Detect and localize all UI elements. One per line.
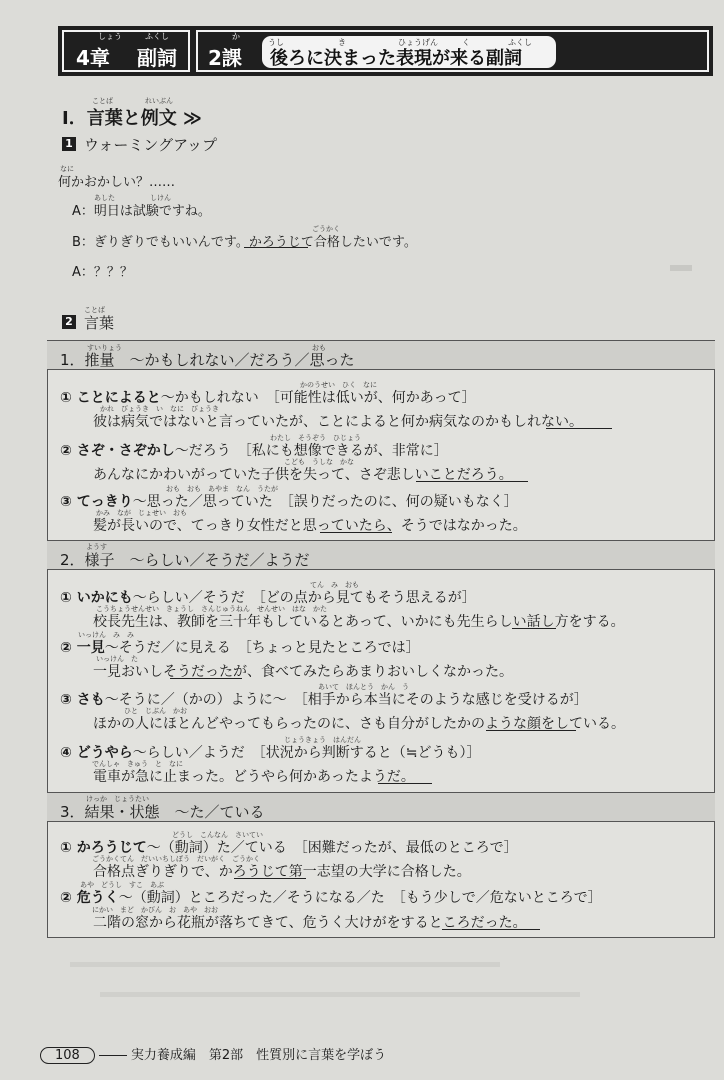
category-ruby: おも [312,344,326,352]
example-heading: ③ さも～そうに／（かの）ように～ ［相手から本当にそのような感じを受けるが］ [60,692,588,708]
example-ruby: こども うしな かな [284,458,354,466]
example-ruby: おも おも あやま なん うたが [166,485,278,493]
dialog-ruby: ごうかく [312,225,340,233]
example-heading: ① ことによると～かもしれない ［可能性は低いが、何かあって］ [60,390,476,406]
ruby-ka: か [232,32,240,41]
example-heading: ② さぞ・さぞかし～だろう ［私にも想像できるが、非常に］ [60,443,448,459]
footer-text: 実力養成編 第2部 性質別に言葉を学ぼう [130,1048,387,1063]
section-title: Ⅰ．言葉と例文 ≫ [62,108,202,129]
example-heading: ① かろうじて～（動詞）た／ている ［困難だったが、最低のところで］ [60,840,518,856]
dialog-line: B：ぎりぎりでもいいんです。かろうじて合格したいです。 [72,235,417,250]
underline [416,481,528,482]
page-number: 108 [40,1047,95,1064]
example-ruby: にかい まど かびん お あや おお [92,906,218,914]
underline [234,878,306,879]
example-ruby: かれ びょうき い なに びょうき [100,405,219,413]
underline [170,678,242,679]
ruby-fukushi: ふくし [145,32,169,41]
example-ruby: ごうかくてん だいいちしぼう だいがく ごうかく [92,855,260,863]
example-ruby: かのうせい ひく なに [300,381,377,389]
underline [244,247,308,248]
ruby-shou: しょう [98,32,122,41]
category-ruby: すいりょう [87,344,122,352]
example-ruby: ひと じぶん かお [124,707,187,715]
example-heading: ④ どうやら～らしい／ようだ ［状況から判断すると（≒どうも）］ [60,745,481,761]
example-ruby: じょうきょう はんだん [284,736,361,744]
example-sentence: ほかの人にほとんどやってもらったのに、さも自分がしたかのような顔をしている。 [93,716,625,732]
bleed-mark [670,265,692,271]
example-sentence: 彼は病気ではないと言っていたが、ことによると何か病気なのかもしれない。 [93,414,583,430]
underline [512,628,556,629]
lesson-title: 後ろに決まった表現が来る副詞 [270,48,522,69]
example-sentence: 校長先生は、教師を三十年もしているとあって、いかにも先生らしい話し方をする。 [93,614,625,630]
example-ruby: てん み おも [310,581,359,589]
example-ruby: でんしゃ きゅう と なに [92,760,183,768]
ruby-ki: き [338,38,346,47]
example-heading: ③ てっきり～思った／思っていた ［誤りだったのに、何の疑いもなく］ [60,494,518,510]
dialog-ruby: しけん [150,194,171,202]
example-sentence: 合格点ぎりぎりで、かろうじて第一志望の大学に合格した。 [93,864,471,880]
underline [442,929,540,930]
example-sentence: あんなにかわいがっていた子供を失って、さぞ悲しいことだろう。 [93,467,513,483]
section-number-badge: 1 [62,137,76,151]
category-title: 3．結果・状態 ～た／ている [60,803,265,821]
example-sentence: 二階の窓から花瓶が落ちてきて、危うく大けがをするところだった。 [93,915,527,931]
dialog-line: A：？？？ [72,265,133,280]
page-footer [40,1044,386,1064]
example-heading: ② 危うく～（動詞）ところだった／そうになる／た ［もう少しで／危ないところで］ [60,890,602,906]
ruby-reibun: れいぶん [145,97,173,105]
warmup-question: 何かおかしい？…… [58,175,176,190]
example-sentence: 一見おいしそうだったが、食べてみたらあまりおいしくなかった。 [93,664,513,680]
chapter-title: 副詞 [137,46,177,70]
lesson-number: 2課 [208,46,242,70]
bleed-mark [100,992,580,997]
ruby-kotoba: ことば [84,306,105,314]
example-heading: ① いかにも～らしい／そうだ ［どの点から見てもそう思えるが］ [60,590,476,606]
underline [486,730,576,731]
category-title: 2．様子 ～らしい／そうだ／ようだ [60,551,310,569]
example-ruby: あいて ほんとう かん う [318,683,409,691]
dialog-ruby: あした [94,194,115,202]
underline [320,532,392,533]
example-sentence: 髪が長いので、てっきり女性だと思っていたら、そうではなかった。 [93,518,527,534]
bleed-mark [70,962,500,967]
example-heading: ② 一見～そうだ／に見える ［ちょっと見たところでは］ [60,640,420,656]
example-ruby: あや どうし すこ あぶ [80,881,164,889]
example-ruby: いっけん み み [78,631,134,639]
example-sentence: 電車が急に止まった。どうやら何かあったようだ。 [93,769,415,785]
example-ruby: いっけん た [96,655,138,663]
chapter-number: 4章 [76,46,110,70]
example-ruby: こうちょうせんせい きょうし さんじゅうねん せんせい はな かた [96,605,327,613]
ruby-ku: く [462,38,470,47]
footer-rule [99,1055,127,1056]
category-title: 1．推量 ～かもしれない／だろう／思った [60,351,355,369]
example-ruby: わたし そうぞう ひじょう [270,434,361,442]
ruby-hyougen: ひょうげん [398,38,438,47]
ruby-ushi: うし [268,38,284,47]
section-number-badge: 2 [62,315,76,329]
warmup-title: ウォーミングアップ [84,136,218,154]
ruby-nani: なに [60,165,74,173]
category-ruby: けっか じょうたい [86,795,149,803]
words-title: 言葉 [84,314,115,332]
underline [546,428,612,429]
ruby-fukushi2: ふくし [508,38,532,47]
example-ruby: どうし こんなん さいてい [172,831,263,839]
example-ruby: かみ なが じょせい おも [96,509,187,517]
dialog-line: A：明日は試験ですね。 [72,204,211,219]
category-ruby: ようす [86,543,107,551]
underline [378,783,432,784]
ruby-kotoba: ことば [92,97,113,105]
